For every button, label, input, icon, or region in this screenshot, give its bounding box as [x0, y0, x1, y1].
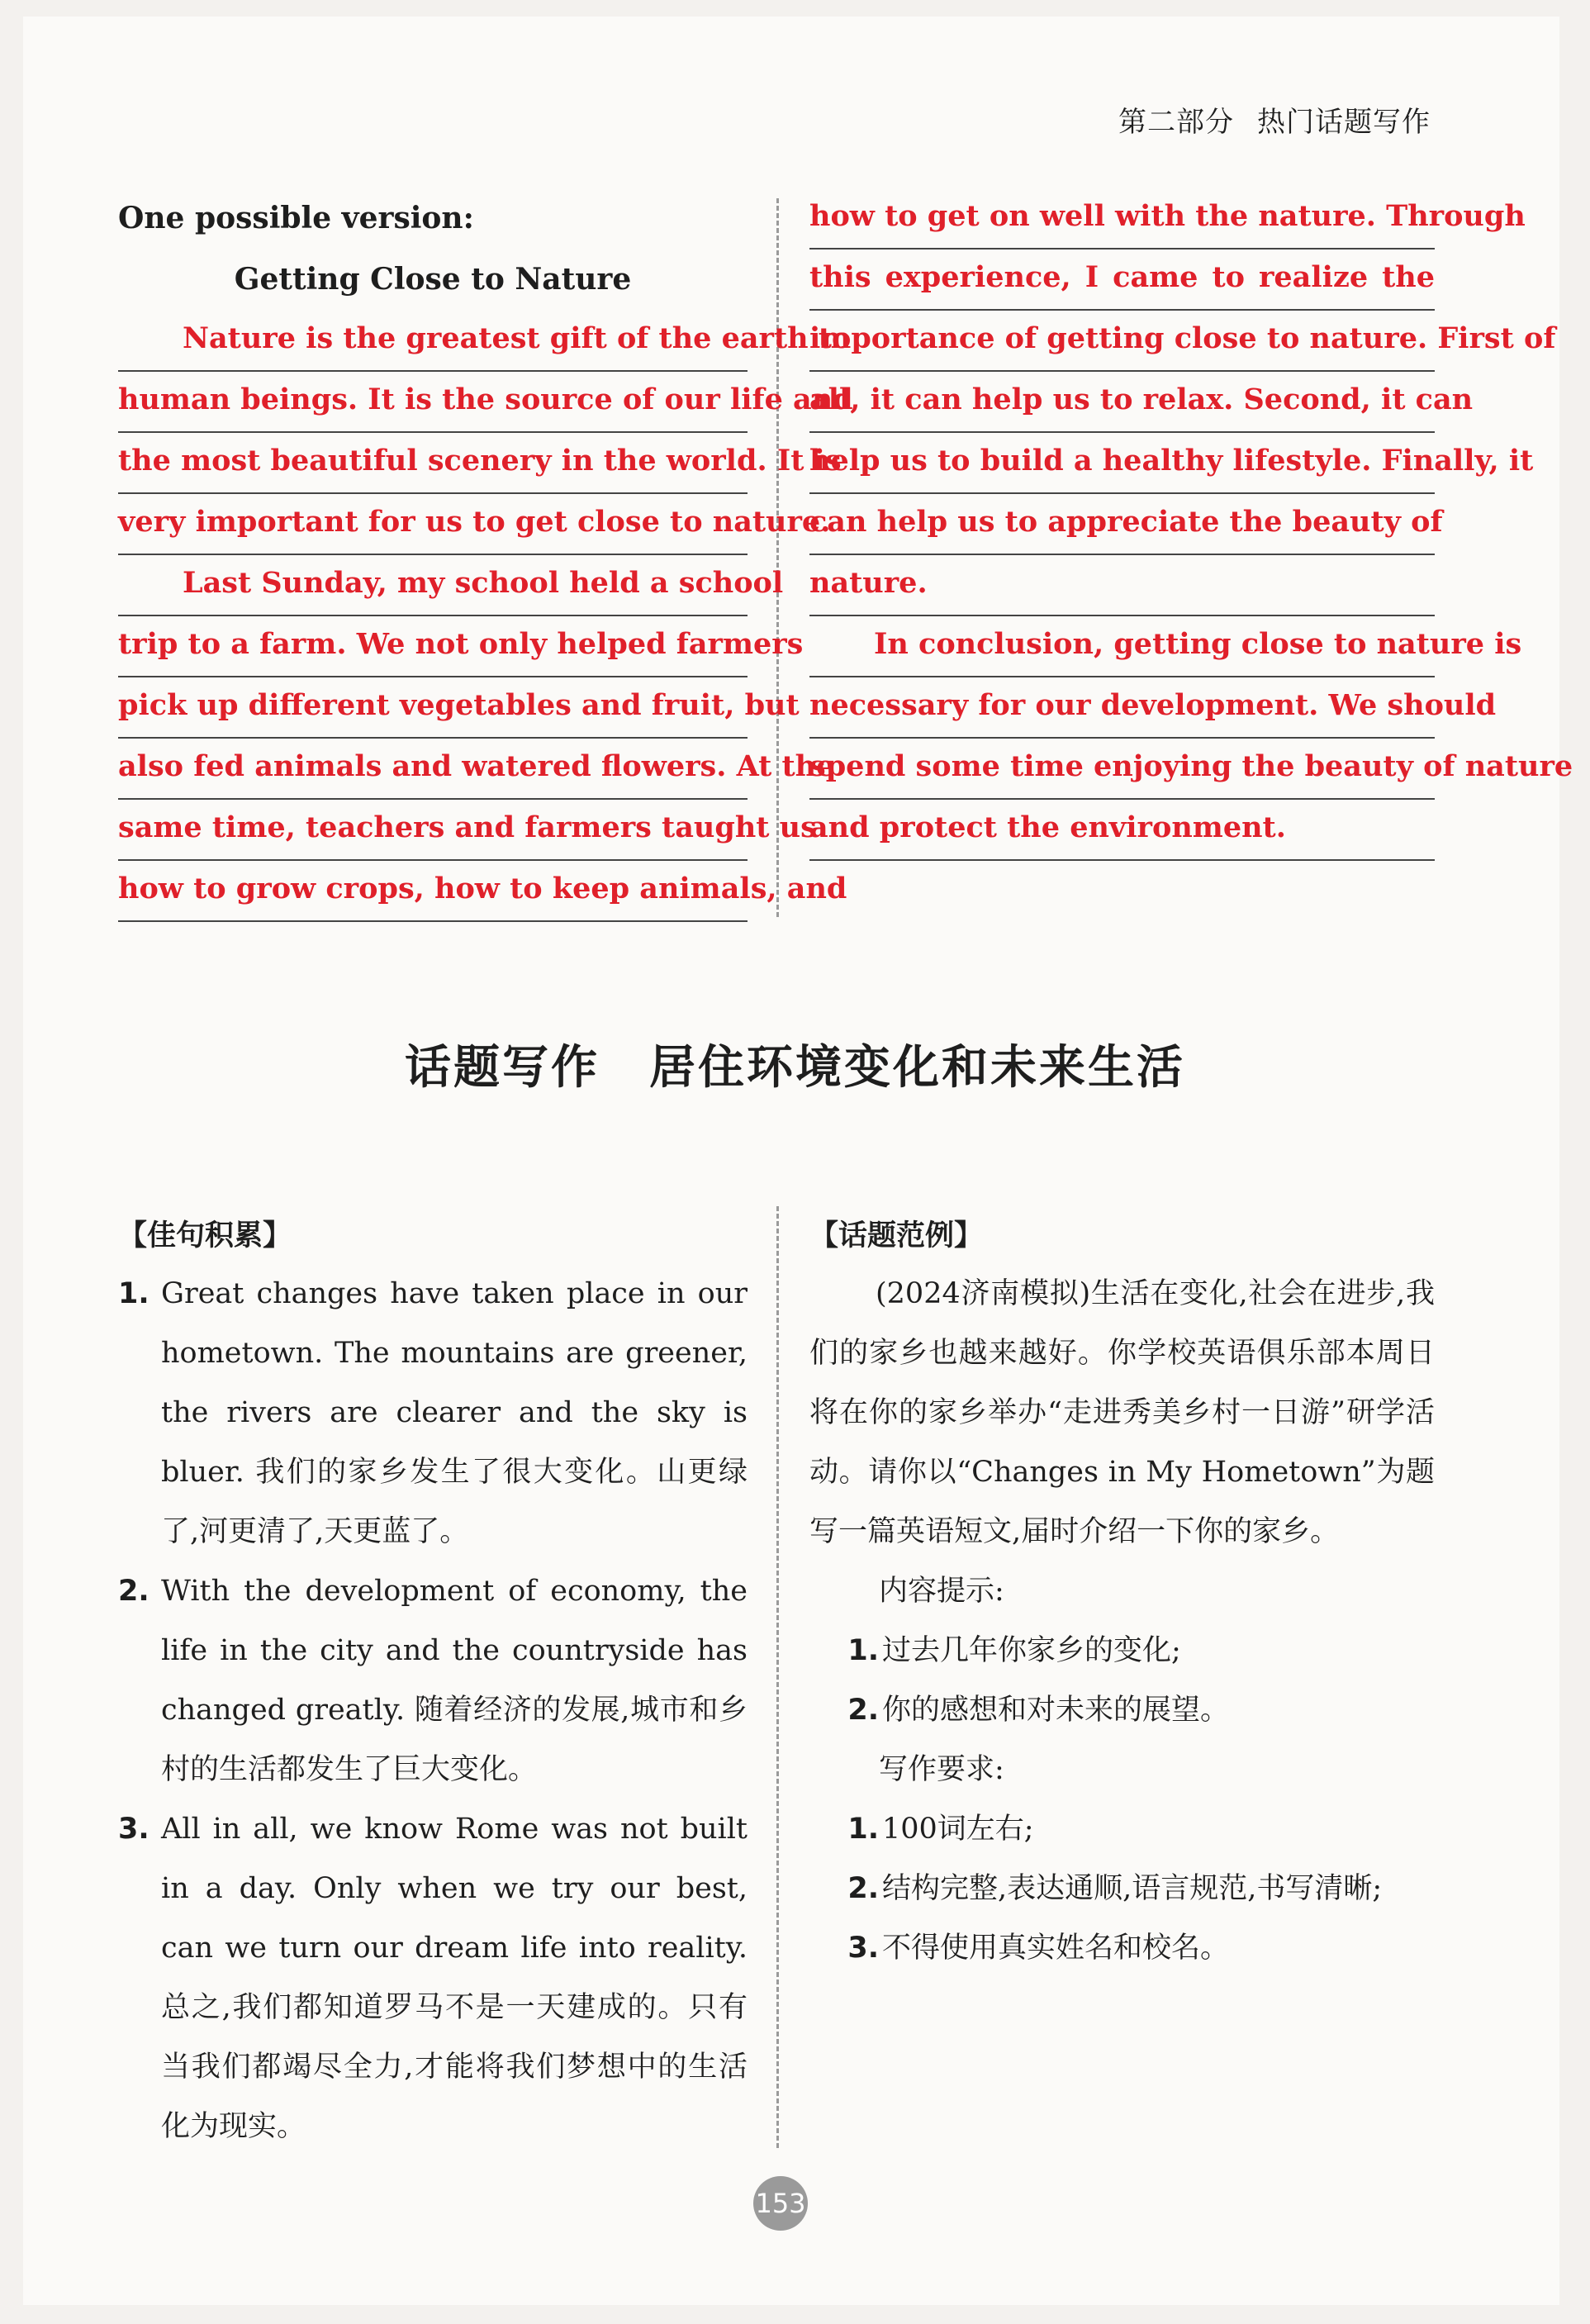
item-text: Great changes have taken place in our hometown. The mountains are greener, the rivers are clearer and the sky is bluer. 我们的家乡发生了很大变化。山更绿了,河更清了,天更蓝了。 [161, 1277, 748, 1548]
item-text: All in all, we know Rome was not built in a day. Only when we try our best, can we turn our dream life into reality. 总之,我们都知道罗马不是一天建成的。只有当我们都竭尽全力,才能将我们梦想中的生活化为现实。 [161, 1813, 748, 2143]
requirements-label: 写作要求: [879, 1753, 1004, 1786]
essay-line: all, it can help us to relax. Second, it can [809, 372, 1435, 433]
header-part: 第二部分 [1118, 106, 1234, 139]
essay-line: can help us to appreciate the beauty of [809, 494, 1435, 555]
sentences-heading: 【佳句积累】 [118, 1219, 292, 1252]
essay-line: human beings. It is the source of our life and [118, 372, 748, 433]
sentence-item [118, 1264, 748, 1561]
essay-line: and protect the environment. [809, 800, 1435, 861]
sentences-column [118, 1213, 748, 2156]
essay-line: this experience, I came to realize the [809, 250, 1435, 311]
column-divider-bottom [776, 1206, 779, 2148]
item-number: 2. [847, 1694, 879, 1727]
essay-title: Getting Close to Nature [234, 262, 632, 297]
essay-line: also fed animals and watered flowers. At the [118, 739, 748, 800]
essay-line: Nature is the greatest gift of the earth to [118, 311, 748, 372]
item-number: 2. [118, 1575, 150, 1608]
topic-title [0, 1031, 1590, 1097]
requirement-item [809, 1799, 1435, 1859]
essay-line: spend some time enjoying the beauty of nature [809, 739, 1435, 800]
item-number: 3. [847, 1932, 879, 1965]
example-body [809, 1264, 1435, 1978]
item-text: 你的感想和对未来的展望。 [882, 1694, 1230, 1727]
essay-line: how to get on well with the nature. Through [809, 188, 1435, 250]
item-text: 过去几年你家乡的变化; [882, 1634, 1181, 1667]
essay-line: trip to a farm. We not only helped farmers [118, 616, 748, 677]
essay-line: In conclusion, getting close to nature is [809, 616, 1435, 677]
sentences-list [118, 1264, 748, 2156]
item-text: 结构完整,表达通顺,语言规范,书写清晰; [882, 1872, 1383, 1905]
essay-lines-left [118, 311, 853, 922]
item-number: 1. [847, 1634, 879, 1667]
content-label: 内容提示: [879, 1575, 1004, 1608]
item-text: 100词左右; [882, 1813, 1034, 1846]
content-item [809, 1621, 1435, 1680]
page-number-badge: 153 [753, 2176, 808, 2231]
item-number: 1. [118, 1277, 150, 1310]
item-number: 1. [847, 1813, 879, 1846]
sentence-item [118, 1799, 748, 2156]
version-label: One possible version: [118, 201, 474, 235]
sentence-item [118, 1561, 748, 1799]
example-column [809, 1213, 1435, 1978]
essay-lines-right [809, 188, 1573, 861]
example-prompt: (2024济南模拟)生活在变化,社会在进步,我们的家乡也越来越好。你学校英语俱乐部本周日将在你的家乡举办“走进秀美乡村一日游”研学活动。请你以“Changes in My Hometown”为题写一篇英语短文,届时介绍一下你的家乡。 [809, 1277, 1435, 1548]
item-text: 不得使用真实姓名和校名。 [882, 1932, 1230, 1965]
requirement-item [809, 1918, 1435, 1978]
essay-right-column [809, 0, 1573, 925]
requirement-item [809, 1859, 1435, 1918]
item-text: With the development of economy, the life in the city and the countryside has changed greatly. 随着经济的发展,城市和乡村的生活都发生了巨大变化。 [161, 1575, 748, 1786]
essay-line: same time, teachers and farmers taught us [118, 800, 748, 861]
essay-line: help us to build a healthy lifestyle. Finally, it [809, 433, 1435, 494]
essay-line: very important for us to get close to nature. [118, 494, 748, 555]
item-number: 3. [118, 1813, 150, 1846]
essay-line: nature. [809, 555, 1435, 616]
essay-line: importance of getting close to nature. First of [809, 311, 1435, 372]
example-heading: 【话题范例】 [809, 1219, 984, 1252]
topic-name: 居住环境变化和未来生活 [649, 1041, 1185, 1095]
item-number: 2. [847, 1872, 879, 1905]
essay-line: how to grow crops, how to keep animals, and [118, 861, 748, 922]
essay-line: the most beautiful scenery in the world. It is [118, 433, 748, 494]
essay-line: necessary for our development. We should [809, 677, 1435, 739]
content-item [809, 1680, 1435, 1740]
topic-prefix: 话题写作 [405, 1041, 600, 1095]
essay-line: pick up different vegetables and fruit, but [118, 677, 748, 739]
header-section: 热门话题写作 [1257, 106, 1431, 139]
essay-line: Last Sunday, my school held a school [118, 555, 748, 616]
essay-left-column [118, 0, 853, 925]
